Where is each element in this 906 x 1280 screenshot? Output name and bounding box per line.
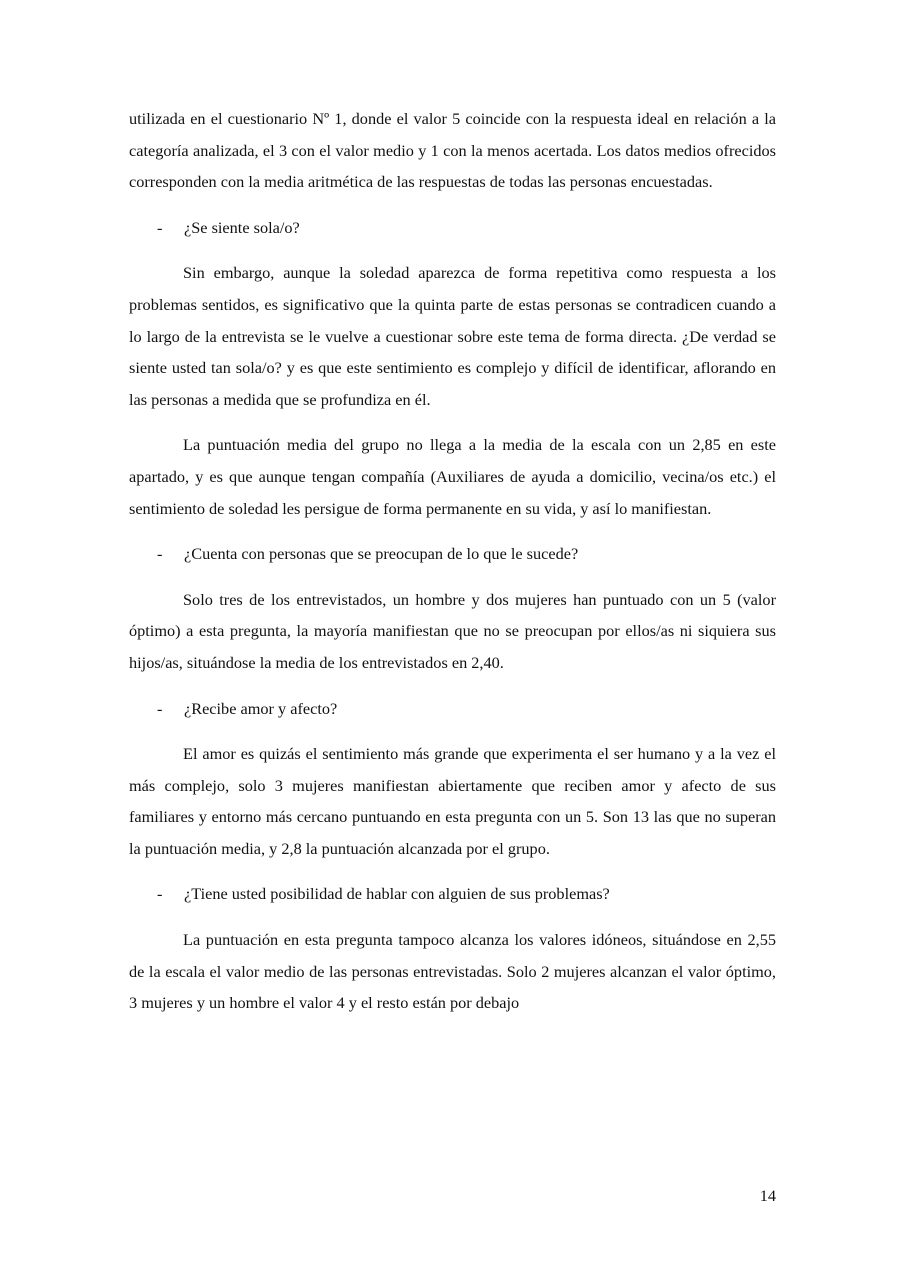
page-number: 14 xyxy=(759,1186,776,1205)
bullet-dash: - xyxy=(157,884,163,904)
paragraph-amor: El amor es quizás el sentimiento más grande que experimenta el ser humano y a la vez el más complejo, solo 3 mujeres manifiestan abiertamente que reciben amor y afecto de sus familiares y entorno más cercano puntuando en esta pregunta con un 5. Son 13 las que no superan la puntuación media, y 2,8 la puntuación alcanzada por el grupo. xyxy=(129,744,776,858)
paragraph-preocupan: Solo tres de los entrevistados, un hombre y dos mujeres han puntuado con un 5 (valor óptimo) a esta pregunta, la mayoría manifiestan que no se preocupan por ellos/as ni siquiera sus hijos/as, situándose la media de los entrevistados en 2,40. xyxy=(129,589,776,672)
bullet-dash: - xyxy=(157,544,163,564)
question-text: ¿Recibe amor y afecto? xyxy=(184,698,338,718)
paragraph-hablar: La puntuación en esta pregunta tampoco alcanza los valores idóneos, situándose en 2,55 de la escala el valor medio de las personas entrevistadas. Solo 2 mujeres alcanzan el valor óptimo, 3 mujeres y un hombre el valor 4 y el resto están por debajo xyxy=(129,930,776,1013)
question-text: ¿Tiene usted posibilidad de hablar con alguien de sus problemas? xyxy=(184,884,610,904)
bullet-dash: - xyxy=(157,217,163,237)
document-page xyxy=(129,103,776,1019)
paragraph-puntuacion-soledad: La puntuación media del grupo no llega a la media de la escala con un 2,85 en este apartado, y es que aunque tengan compañía (Auxiliares de ayuda a domicilio, vecina/os etc.) el sentimiento de soledad les persigue de forma permanente en su vida, y así lo manifiestan. xyxy=(129,435,776,518)
bullet-dash: - xyxy=(157,698,163,718)
question-item-amor xyxy=(129,693,776,725)
question-item-sola xyxy=(129,212,776,244)
paragraph-soledad: Sin embargo, aunque la soledad aparezca de forma repetitiva como respuesta a los problemas sentidos, es significativo que la quinta parte de estas personas se contradicen cuando a lo largo de la entrevista se le vuelve a cuestionar sobre este tema de forma directa. ¿De verdad se siente usted tan sola/o? y es que este sentimiento es complejo y difícil de identificar, aflorando en las personas a medida que se profundiza en él. xyxy=(129,263,776,409)
question-text: ¿Se siente sola/o? xyxy=(184,217,300,237)
paragraph-intro: utilizada en el cuestionario Nº 1, donde el valor 5 coincide con la respuesta ideal en relación a la categoría analizada, el 3 con el valor medio y 1 con la menos acertada. Los datos medios ofrecidos corresponden con la media aritmética de las respuestas de todas las personas encuestadas. xyxy=(129,109,776,192)
question-item-preocupan xyxy=(129,538,776,570)
question-item-hablar xyxy=(129,878,776,910)
question-text: ¿Cuenta con personas que se preocupan de lo que le sucede? xyxy=(184,544,579,564)
